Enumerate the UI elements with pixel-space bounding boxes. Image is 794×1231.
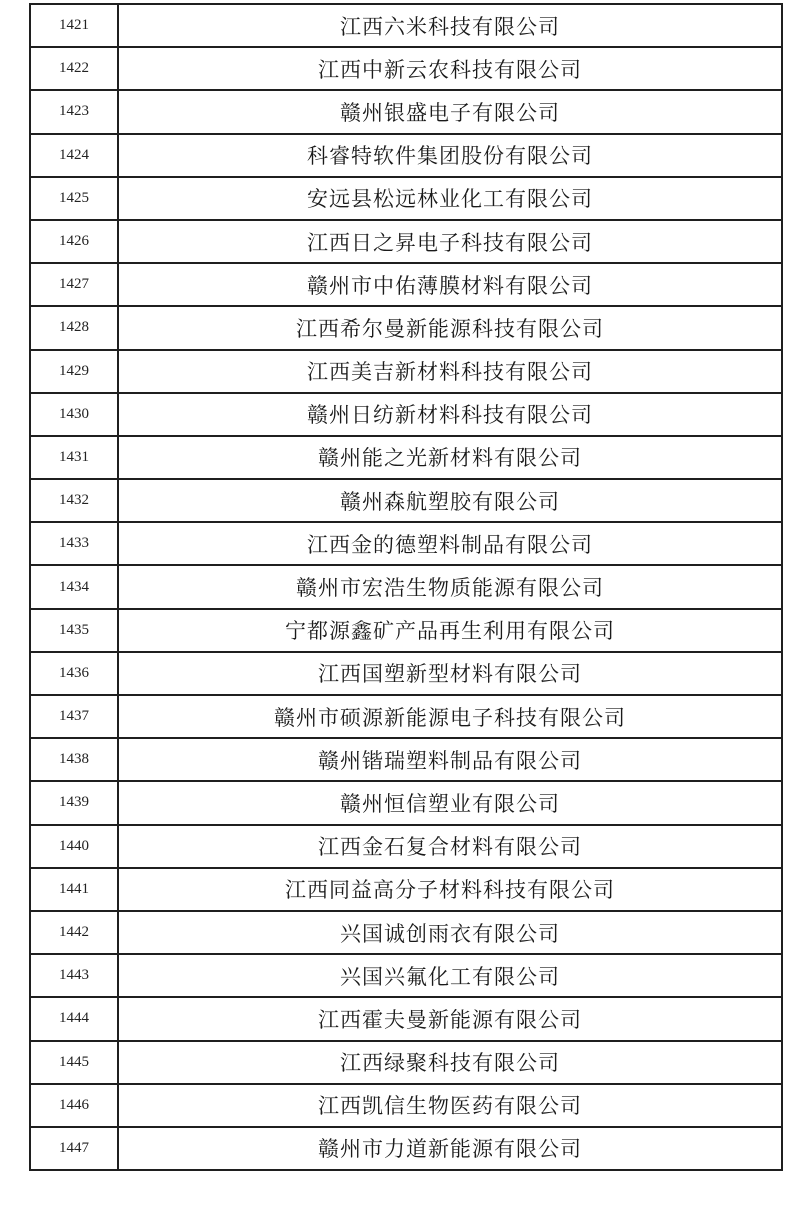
table-row [30,4,782,47]
company-name-cell: 赣州恒信塑业有限公司 [118,781,782,824]
row-number-cell: 1445 [30,1041,118,1084]
table-row [30,177,782,220]
table-row [30,868,782,911]
row-number-cell: 1435 [30,609,118,652]
row-number-cell: 1425 [30,177,118,220]
table-row [30,565,782,608]
row-number-cell: 1429 [30,350,118,393]
row-number-cell: 1422 [30,47,118,90]
table-row [30,1041,782,1084]
table-row [30,350,782,393]
table-row [30,911,782,954]
table-row [30,522,782,565]
row-number-cell: 1432 [30,479,118,522]
company-name-cell: 赣州市宏浩生物质能源有限公司 [118,565,782,608]
company-name-cell: 兴国诚创雨衣有限公司 [118,911,782,954]
row-number-cell: 1441 [30,868,118,911]
table-row [30,1084,782,1127]
row-number-cell: 1421 [30,4,118,47]
table-row [30,90,782,133]
company-table-body [30,4,782,1170]
company-name-cell: 宁都源鑫矿产品再生利用有限公司 [118,609,782,652]
company-name-cell: 江西国塑新型材料有限公司 [118,652,782,695]
company-name-cell: 赣州市中佑薄膜材料有限公司 [118,263,782,306]
company-name-cell: 江西六米科技有限公司 [118,4,782,47]
company-name-cell: 安远县松远林业化工有限公司 [118,177,782,220]
row-number-cell: 1447 [30,1127,118,1170]
company-name-cell: 江西中新云农科技有限公司 [118,47,782,90]
row-number-cell: 1430 [30,393,118,436]
company-name-cell: 赣州能之光新材料有限公司 [118,436,782,479]
table-row [30,652,782,695]
row-number-cell: 1446 [30,1084,118,1127]
table-row [30,479,782,522]
row-number-cell: 1442 [30,911,118,954]
table-row [30,47,782,90]
company-name-cell: 赣州银盛电子有限公司 [118,90,782,133]
company-list-sheet [29,3,781,1171]
table-row [30,954,782,997]
company-name-cell: 江西凯信生物医药有限公司 [118,1084,782,1127]
company-name-cell: 赣州森航塑胶有限公司 [118,479,782,522]
table-row [30,825,782,868]
company-table [29,3,783,1171]
company-name-cell: 赣州锴瑞塑料制品有限公司 [118,738,782,781]
company-name-cell: 江西金的德塑料制品有限公司 [118,522,782,565]
table-row [30,134,782,177]
company-name-cell: 江西霍夫曼新能源有限公司 [118,997,782,1040]
row-number-cell: 1438 [30,738,118,781]
table-row [30,436,782,479]
table-row [30,263,782,306]
row-number-cell: 1434 [30,565,118,608]
row-number-cell: 1426 [30,220,118,263]
row-number-cell: 1428 [30,306,118,349]
row-number-cell: 1440 [30,825,118,868]
row-number-cell: 1431 [30,436,118,479]
company-name-cell: 江西同益高分子材料科技有限公司 [118,868,782,911]
row-number-cell: 1443 [30,954,118,997]
row-number-cell: 1423 [30,90,118,133]
company-name-cell: 江西美吉新材料科技有限公司 [118,350,782,393]
table-row [30,306,782,349]
company-name-cell: 赣州市硕源新能源电子科技有限公司 [118,695,782,738]
table-row [30,393,782,436]
company-name-cell: 江西希尔曼新能源科技有限公司 [118,306,782,349]
company-name-cell: 兴国兴氟化工有限公司 [118,954,782,997]
table-row [30,997,782,1040]
company-name-cell: 赣州市力道新能源有限公司 [118,1127,782,1170]
row-number-cell: 1444 [30,997,118,1040]
row-number-cell: 1439 [30,781,118,824]
row-number-cell: 1437 [30,695,118,738]
table-row [30,738,782,781]
company-name-cell: 科睿特软件集团股份有限公司 [118,134,782,177]
table-row [30,781,782,824]
table-row [30,695,782,738]
table-row [30,609,782,652]
company-name-cell: 江西绿聚科技有限公司 [118,1041,782,1084]
table-row [30,220,782,263]
company-name-cell: 江西日之昇电子科技有限公司 [118,220,782,263]
row-number-cell: 1436 [30,652,118,695]
table-row [30,1127,782,1170]
company-name-cell: 赣州日纺新材料科技有限公司 [118,393,782,436]
row-number-cell: 1433 [30,522,118,565]
row-number-cell: 1427 [30,263,118,306]
row-number-cell: 1424 [30,134,118,177]
company-name-cell: 江西金石复合材料有限公司 [118,825,782,868]
